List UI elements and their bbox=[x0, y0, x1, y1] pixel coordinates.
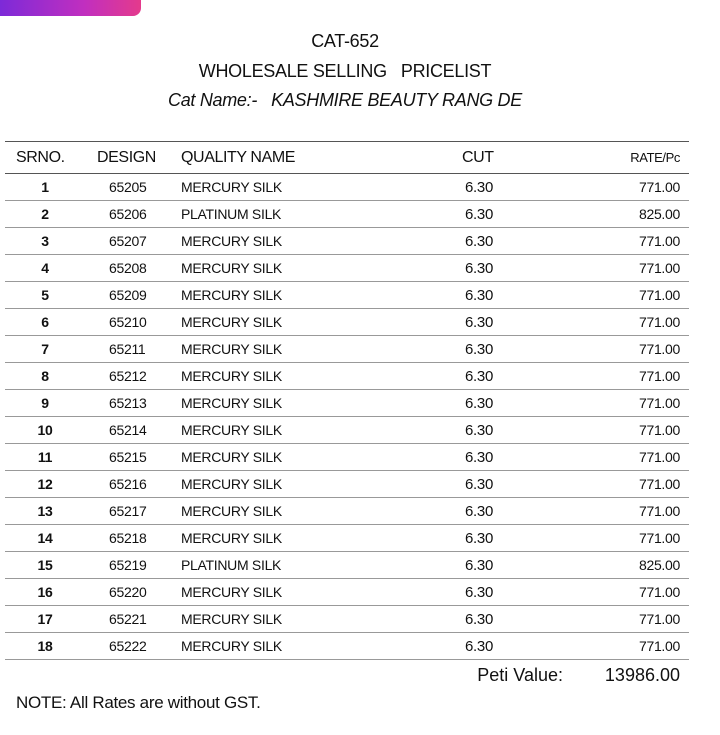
row-design: 65209 bbox=[109, 287, 147, 303]
row-quality-name: MERCURY SILK bbox=[181, 584, 282, 600]
table-row bbox=[5, 309, 689, 336]
table-row bbox=[5, 255, 689, 282]
row-srno: 8 bbox=[41, 368, 49, 384]
row-design: 65221 bbox=[109, 611, 147, 627]
row-rate: 771.00 bbox=[638, 260, 680, 276]
row-srno: 13 bbox=[37, 503, 53, 519]
row-design: 65222 bbox=[109, 638, 147, 654]
row-design: 65207 bbox=[109, 233, 147, 249]
row-rate: 825.00 bbox=[638, 557, 680, 573]
row-design: 65218 bbox=[109, 530, 147, 546]
row-cut: 6.30 bbox=[465, 556, 493, 574]
row-rate: 771.00 bbox=[638, 476, 680, 492]
row-quality-name: MERCURY SILK bbox=[181, 260, 282, 276]
row-quality-name: MERCURY SILK bbox=[181, 179, 282, 195]
row-rate: 771.00 bbox=[638, 638, 680, 654]
row-rate: 771.00 bbox=[638, 449, 680, 465]
row-srno: 4 bbox=[41, 260, 49, 276]
table-row bbox=[5, 606, 689, 633]
row-srno: 16 bbox=[37, 584, 53, 600]
row-quality-name: MERCURY SILK bbox=[181, 422, 282, 438]
row-design: 65208 bbox=[109, 260, 147, 276]
row-rate: 771.00 bbox=[638, 233, 680, 249]
row-rate: 771.00 bbox=[638, 341, 680, 357]
row-design: 65206 bbox=[109, 206, 147, 222]
peti-value-amount: 13986.00 bbox=[604, 665, 680, 686]
row-cut: 6.30 bbox=[465, 205, 493, 223]
row-cut: 6.30 bbox=[465, 583, 493, 601]
row-cut: 6.30 bbox=[465, 448, 493, 466]
row-cut: 6.30 bbox=[465, 421, 493, 439]
row-rate: 771.00 bbox=[638, 395, 680, 411]
row-srno: 10 bbox=[37, 422, 53, 438]
row-srno: 3 bbox=[41, 233, 49, 249]
row-design: 65217 bbox=[109, 503, 147, 519]
column-header-cut: CUT bbox=[462, 148, 494, 166]
table-row bbox=[5, 390, 689, 417]
row-rate: 771.00 bbox=[638, 503, 680, 519]
table-row bbox=[5, 444, 689, 471]
table-row bbox=[5, 282, 689, 309]
row-cut: 6.30 bbox=[465, 394, 493, 412]
gst-note: NOTE: All Rates are without GST. bbox=[16, 693, 261, 712]
row-cut: 6.30 bbox=[465, 313, 493, 331]
column-header-srno: SRNO. bbox=[16, 148, 65, 166]
pricelist-title: WHOLESALE SELLING PRICELIST bbox=[198, 61, 492, 81]
table-row bbox=[5, 498, 689, 525]
row-rate: 771.00 bbox=[638, 287, 680, 303]
table-row bbox=[5, 336, 689, 363]
table-row bbox=[5, 228, 689, 255]
row-cut: 6.30 bbox=[465, 502, 493, 520]
row-design: 65213 bbox=[109, 395, 147, 411]
row-cut: 6.30 bbox=[465, 286, 493, 304]
row-quality-name: MERCURY SILK bbox=[181, 503, 282, 519]
row-quality-name: MERCURY SILK bbox=[181, 638, 282, 654]
header bbox=[0, 30, 690, 111]
row-cut: 6.30 bbox=[465, 475, 493, 493]
price-table bbox=[5, 141, 689, 692]
row-quality-name: MERCURY SILK bbox=[181, 368, 282, 384]
row-cut: 6.30 bbox=[465, 232, 493, 250]
row-quality-name: PLATINUM SILK bbox=[181, 206, 282, 222]
table-row bbox=[5, 174, 689, 201]
row-quality-name: MERCURY SILK bbox=[181, 530, 282, 546]
row-quality-name: MERCURY SILK bbox=[181, 611, 282, 627]
catalog-code: CAT-652 bbox=[311, 31, 379, 51]
table-row bbox=[5, 417, 689, 444]
row-rate: 771.00 bbox=[638, 314, 680, 330]
catalog-name: Cat Name:- KASHMIRE BEAUTY RANG DE bbox=[168, 90, 522, 110]
brand-logo-badge bbox=[0, 0, 141, 16]
row-quality-name: MERCURY SILK bbox=[181, 449, 282, 465]
row-rate: 825.00 bbox=[638, 206, 680, 222]
row-design: 65211 bbox=[109, 341, 146, 357]
row-srno: 7 bbox=[41, 341, 49, 357]
row-rate: 771.00 bbox=[638, 611, 680, 627]
row-rate: 771.00 bbox=[638, 530, 680, 546]
row-srno: 18 bbox=[37, 638, 53, 654]
row-srno: 15 bbox=[37, 557, 53, 573]
row-quality-name: MERCURY SILK bbox=[181, 314, 282, 330]
row-quality-name: MERCURY SILK bbox=[181, 395, 282, 411]
table-row bbox=[5, 525, 689, 552]
table-header-row bbox=[5, 142, 689, 174]
row-srno: 5 bbox=[41, 287, 49, 303]
row-design: 65212 bbox=[109, 368, 147, 384]
row-cut: 6.30 bbox=[465, 259, 493, 277]
row-srno: 1 bbox=[41, 179, 49, 195]
row-cut: 6.30 bbox=[465, 637, 493, 655]
table-row bbox=[5, 201, 689, 228]
row-design: 65220 bbox=[109, 584, 147, 600]
row-quality-name: MERCURY SILK bbox=[181, 233, 282, 249]
table-row bbox=[5, 633, 689, 660]
column-header-design: DESIGN bbox=[97, 148, 156, 166]
row-srno: 12 bbox=[37, 476, 53, 492]
row-quality-name: MERCURY SILK bbox=[181, 287, 282, 303]
row-design: 65205 bbox=[109, 179, 147, 195]
row-design: 65210 bbox=[109, 314, 147, 330]
row-srno: 9 bbox=[41, 395, 49, 411]
row-design: 65214 bbox=[109, 422, 147, 438]
row-srno: 2 bbox=[41, 206, 49, 222]
row-quality-name: MERCURY SILK bbox=[181, 341, 282, 357]
table-row bbox=[5, 579, 689, 606]
row-cut: 6.30 bbox=[465, 340, 493, 358]
peti-value-row bbox=[5, 660, 689, 692]
row-rate: 771.00 bbox=[638, 368, 680, 384]
row-rate: 771.00 bbox=[638, 179, 680, 195]
column-header-rate: RATE/Pc bbox=[630, 150, 680, 165]
row-rate: 771.00 bbox=[638, 584, 680, 600]
row-design: 65216 bbox=[109, 476, 147, 492]
peti-value-label: Peti Value: bbox=[477, 665, 563, 686]
row-cut: 6.30 bbox=[465, 610, 493, 628]
row-cut: 6.30 bbox=[465, 529, 493, 547]
table-row bbox=[5, 471, 689, 498]
row-srno: 17 bbox=[37, 611, 53, 627]
row-srno: 11 bbox=[37, 449, 53, 465]
column-header-quality-name: QUALITY NAME bbox=[181, 148, 296, 166]
table-row bbox=[5, 552, 689, 579]
row-srno: 6 bbox=[41, 314, 49, 330]
row-cut: 6.30 bbox=[465, 178, 493, 196]
row-srno: 14 bbox=[37, 530, 53, 546]
table-row bbox=[5, 363, 689, 390]
row-quality-name: MERCURY SILK bbox=[181, 476, 282, 492]
row-design: 65215 bbox=[109, 449, 147, 465]
row-design: 65219 bbox=[109, 557, 147, 573]
row-quality-name: PLATINUM SILK bbox=[181, 557, 282, 573]
row-cut: 6.30 bbox=[465, 367, 493, 385]
row-rate: 771.00 bbox=[638, 422, 680, 438]
